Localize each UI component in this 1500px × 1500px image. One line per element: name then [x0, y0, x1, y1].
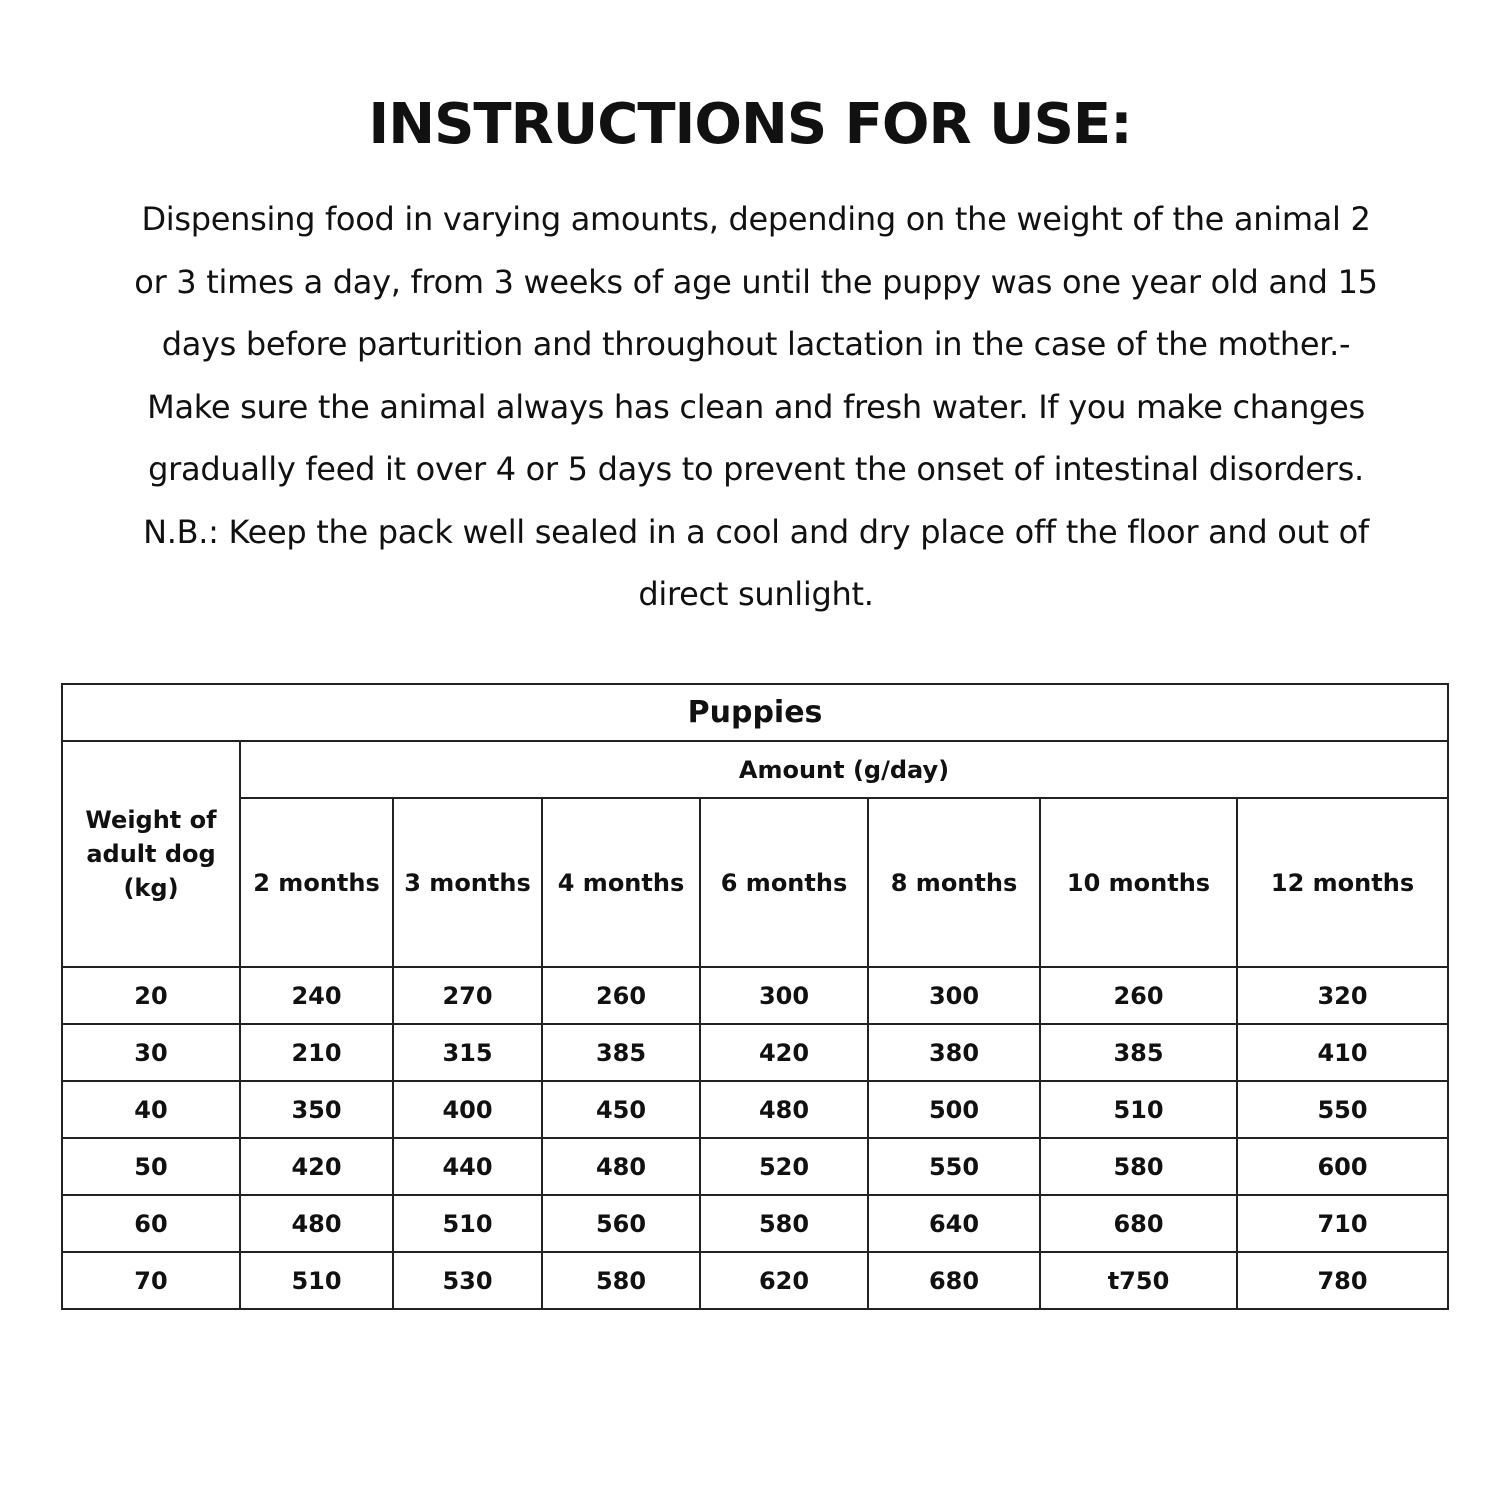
amount-cell: 420 — [240, 1138, 393, 1195]
amount-cell: 560 — [542, 1195, 700, 1252]
weight-cell: 50 — [62, 1138, 240, 1195]
amount-cell: 510 — [1040, 1081, 1237, 1138]
amount-cell: 780 — [1237, 1252, 1448, 1309]
weight-cell: 70 — [62, 1252, 240, 1309]
instructions-paragraph — [86, 188, 1426, 626]
amount-cell: 530 — [393, 1252, 542, 1309]
amount-cell: 380 — [868, 1024, 1040, 1081]
amount-cell: 210 — [240, 1024, 393, 1081]
month-header: 4 months — [542, 798, 700, 967]
month-header: 3 months — [393, 798, 542, 967]
paragraph-line: direct sunlight. — [638, 575, 874, 613]
month-header: 2 months — [240, 798, 393, 967]
amount-cell: 510 — [393, 1195, 542, 1252]
amount-cell: 500 — [868, 1081, 1040, 1138]
weight-cell: 20 — [62, 967, 240, 1024]
weight-header-line: Weight of — [85, 806, 217, 834]
amount-cell: 580 — [1040, 1138, 1237, 1195]
amount-cell: 620 — [700, 1252, 868, 1309]
feeding-table — [61, 683, 1449, 1310]
amount-cell: 410 — [1237, 1024, 1448, 1081]
table-row — [62, 1081, 1448, 1138]
page-title: INSTRUCTIONS FOR USE: — [368, 92, 1132, 157]
amount-cell: 480 — [700, 1081, 868, 1138]
weight-header-line: (kg) — [123, 874, 179, 902]
paragraph-line: N.B.: Keep the pack well sealed in a cool and dry place off the floor and out of — [143, 512, 1369, 551]
amount-cell: 300 — [868, 967, 1040, 1024]
amount-cell: 420 — [700, 1024, 868, 1081]
amount-cell: 600 — [1237, 1138, 1448, 1195]
paragraph-line: days before parturition and throughout lactation in the case of the mother.- — [161, 325, 1351, 363]
amount-cell: 300 — [700, 967, 868, 1024]
amount-cell: 440 — [393, 1138, 542, 1195]
month-header: 12 months — [1237, 798, 1448, 967]
month-header: 10 months — [1040, 798, 1237, 967]
weight-cell: 40 — [62, 1081, 240, 1138]
table-row — [62, 1024, 1448, 1081]
amount-cell: 260 — [1040, 967, 1237, 1024]
amount-cell: t750 — [1040, 1252, 1237, 1309]
month-header: 6 months — [700, 798, 868, 967]
weight-cell: 60 — [62, 1195, 240, 1252]
month-header: 8 months — [868, 798, 1040, 967]
weight-column-header — [62, 741, 240, 967]
amount-cell: 510 — [240, 1252, 393, 1309]
amount-cell: 550 — [868, 1138, 1040, 1195]
table-row — [62, 967, 1448, 1024]
amount-cell: 640 — [868, 1195, 1040, 1252]
amount-cell: 580 — [700, 1195, 868, 1252]
amount-cell: 710 — [1237, 1195, 1448, 1252]
paragraph-line: Make sure the animal always has clean and fresh water. If you make changes — [147, 387, 1365, 426]
paragraph-line: Dispensing food in varying amounts, depending on the weight of the animal 2 — [141, 200, 1371, 238]
amount-cell: 260 — [542, 967, 700, 1024]
amount-cell: 270 — [393, 967, 542, 1024]
amount-cell: 385 — [1040, 1024, 1237, 1081]
amount-cell: 350 — [240, 1081, 393, 1138]
table-row — [62, 1195, 1448, 1252]
amount-cell: 680 — [1040, 1195, 1237, 1252]
amount-header: Amount (g/day) — [240, 741, 1448, 798]
paragraph-line: or 3 times a day, from 3 weeks of age until the puppy was one year old and 15 — [134, 262, 1378, 301]
table-title: Puppies — [62, 684, 1448, 741]
amount-cell: 315 — [393, 1024, 542, 1081]
amount-cell: 450 — [542, 1081, 700, 1138]
amount-cell: 400 — [393, 1081, 542, 1138]
table-row — [62, 1252, 1448, 1309]
amount-cell: 520 — [700, 1138, 868, 1195]
amount-cell: 480 — [240, 1195, 393, 1252]
weight-header-line: adult dog — [86, 840, 216, 868]
amount-cell: 480 — [542, 1138, 700, 1195]
amount-cell: 385 — [542, 1024, 700, 1081]
amount-cell: 240 — [240, 967, 393, 1024]
table-body — [62, 967, 1448, 1309]
amount-cell: 580 — [542, 1252, 700, 1309]
paragraph-line: gradually feed it over 4 or 5 days to prevent the onset of intestinal disorders. — [148, 450, 1364, 488]
table-row — [62, 1138, 1448, 1195]
amount-cell: 320 — [1237, 967, 1448, 1024]
weight-cell: 30 — [62, 1024, 240, 1081]
amount-cell: 680 — [868, 1252, 1040, 1309]
amount-cell: 550 — [1237, 1081, 1448, 1138]
